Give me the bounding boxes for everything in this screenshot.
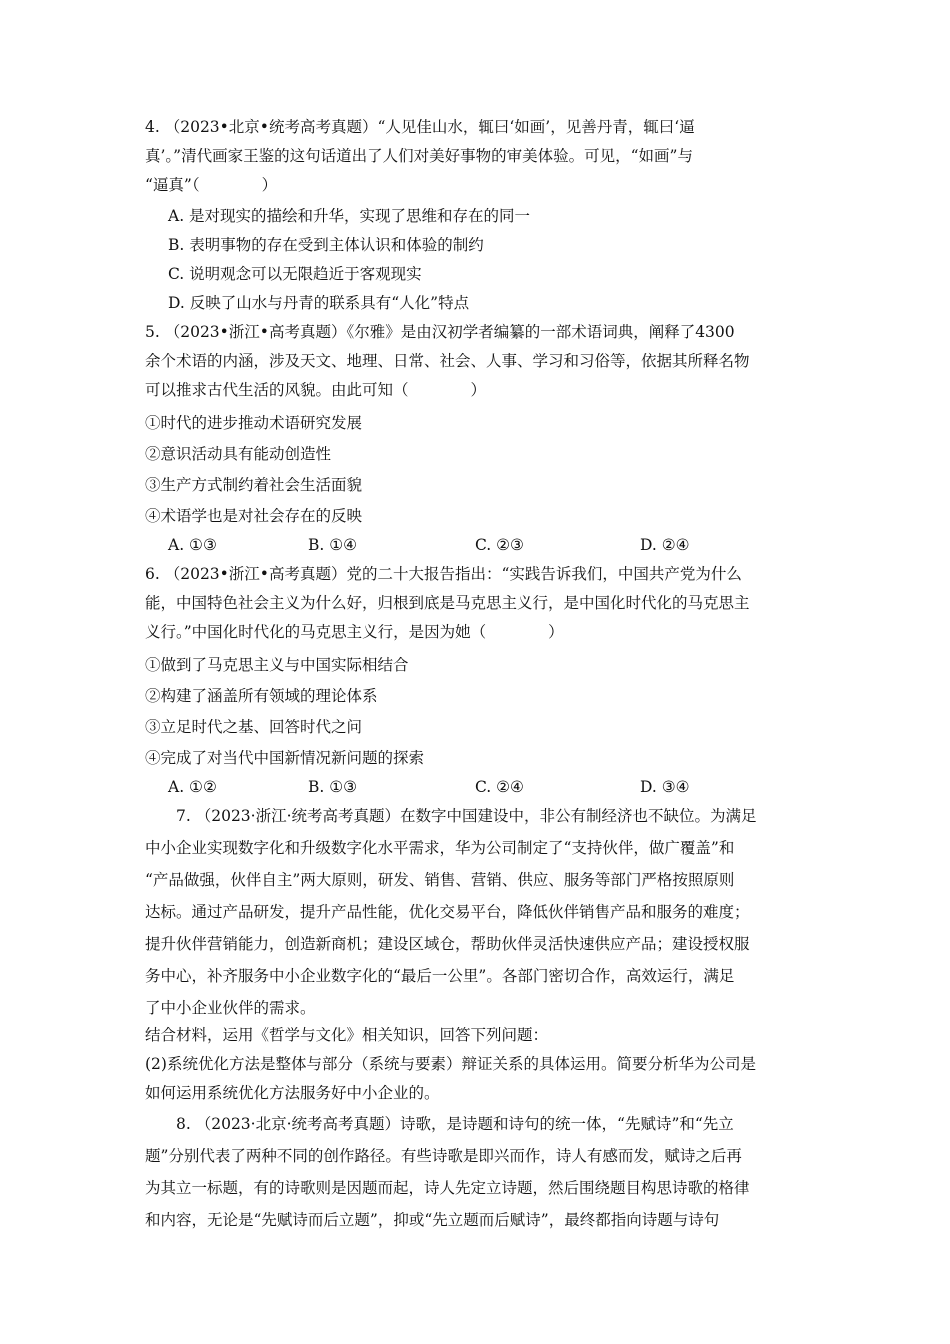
question-7-material-line: 了中小企业伙伴的需求。 — [145, 999, 316, 1017]
question-7-subquestion-line: (2)系统优化方法是整体与部分（系统与要素）辩证关系的具体运用。简要分析华为公司是 — [145, 1055, 756, 1073]
question-7-material-line: “产品做强，伙伴自主”两大原则，研发、销售、营销、供应、服务等部门严格按照原则 — [145, 871, 735, 889]
question-7-material-line: 达标。通过产品研发，提升产品性能，优化交易平台，降低伙伴销售产品和服务的难度； — [145, 903, 750, 921]
question-5-choice-b: B. ①④ — [308, 536, 358, 554]
question-5-stem-line: 余个术语的内涵，涉及天文、地理、日常、社会、人事、学习和习俗等，依据其所释名物 — [145, 352, 750, 370]
question-6-stem-line: 义行。”中国化时代化的马克思主义行，是因为她（ ） — [145, 623, 564, 641]
question-6-stem-line: 能，中国特色社会主义为什么好，归根到底是马克思主义行，是中国化时代化的马克思主 — [145, 594, 750, 612]
question-6-stem-line: 6. （2023•浙江•高考真题）党的二十大报告指出：“实践告诉我们，中国共产党为什么 — [145, 565, 742, 583]
question-4-option-c: C. 说明观念可以无限趋近于客观现实 — [168, 265, 422, 283]
question-8-material-line: 为其立一标题，有的诗歌则是因题而起，诗人先定立诗题，然后围绕题目构思诗歌的格律 — [145, 1179, 750, 1197]
question-5-choice-d: D. ②④ — [640, 536, 690, 554]
question-5-item-1: ①时代的进步推动术语研究发展 — [145, 414, 363, 432]
question-6-choice-a: A. ①② — [168, 778, 217, 796]
question-4-option-d: D. 反映了山水与丹青的联系具有“人化”特点 — [168, 294, 470, 312]
question-5-item-3: ③生产方式制约着社会生活面貌 — [145, 476, 363, 494]
question-7-material-line: 务中心，补齐服务中小企业数字化的“最后一公里”。各部门密切合作，高效运行，满足 — [145, 967, 735, 985]
question-5-stem-line: 可以推求古代生活的风貌。由此可知（ ） — [145, 381, 487, 399]
question-4-option-b: B. 表明事物的存在受到主体认识和体验的制约 — [168, 236, 484, 254]
question-4-option-a: A. 是对现实的描绘和升华，实现了思维和存在的同一 — [168, 207, 531, 225]
question-7-material-line: 提升伙伴营销能力，创造新商机；建设区域仓，帮助伙伴灵活快速供应产品；建设授权服 — [145, 935, 750, 953]
question-6-item-3: ③立足时代之基、回答时代之问 — [145, 718, 363, 736]
question-7-subquestion-line: 如何运用系统优化方法服务好中小企业的。 — [145, 1084, 440, 1102]
question-5-choices — [168, 535, 788, 555]
question-4-stem-line: “逼真”（ ） — [145, 176, 278, 194]
question-6-choice-b: B. ①③ — [308, 778, 358, 796]
question-5-stem-line: 5. （2023•浙江•高考真题）《尔雅》是由汉初学者编纂的一部术语词典，阐释了4300 — [145, 323, 735, 341]
question-7-material-line: 7. （2023·浙江·统考高考真题）在数字中国建设中，非公有制经济也不缺位。为满足 — [176, 807, 757, 825]
question-5-item-2: ②意识活动具有能动创造性 — [145, 445, 332, 463]
question-8-material-line: 和内容，无论是“先赋诗而后立题”，抑或“先立题而后赋诗”，最终都指向诗题与诗句 — [145, 1211, 720, 1229]
question-6-item-1: ①做到了马克思主义与中国实际相结合 — [145, 656, 409, 674]
question-6-choice-d: D. ③④ — [640, 778, 690, 796]
question-6-choice-c: C. ②④ — [475, 778, 524, 796]
question-7-prompt: 结合材料，运用《哲学与文化》相关知识，回答下列问题： — [145, 1026, 549, 1044]
question-6-choices — [168, 777, 788, 797]
question-5-item-4: ④术语学也是对社会存在的反映 — [145, 507, 363, 525]
question-4-stem-line: 真’。”清代画家王鉴的这句话道出了人们对美好事物的审美体验。可见，“如画”与 — [145, 147, 693, 165]
question-6-item-2: ②构建了涵盖所有领域的理论体系 — [145, 687, 378, 705]
question-8-material-line: 8. （2023·北京·统考高考真题）诗歌，是诗题和诗句的统一体，“先赋诗”和“先立 — [176, 1115, 734, 1133]
question-6-item-4: ④完成了对当代中国新情况新问题的探索 — [145, 749, 425, 767]
question-5-choice-c: C. ②③ — [475, 536, 524, 554]
question-4-stem-line: 4. （2023•北京•统考高考真题）“人见佳山水，辄曰‘如画’，见善丹青，辄曰‘逼 — [145, 118, 695, 136]
question-8-material-line: 题”分别代表了两种不同的创作路径。有些诗歌是即兴而作，诗人有感而发，赋诗之后再 — [145, 1147, 742, 1165]
question-7-material-line: 中小企业实现数字化和升级数字化水平需求，华为公司制定了“支持伙伴，做广覆盖”和 — [145, 839, 735, 857]
question-5-choice-a: A. ①③ — [168, 536, 217, 554]
